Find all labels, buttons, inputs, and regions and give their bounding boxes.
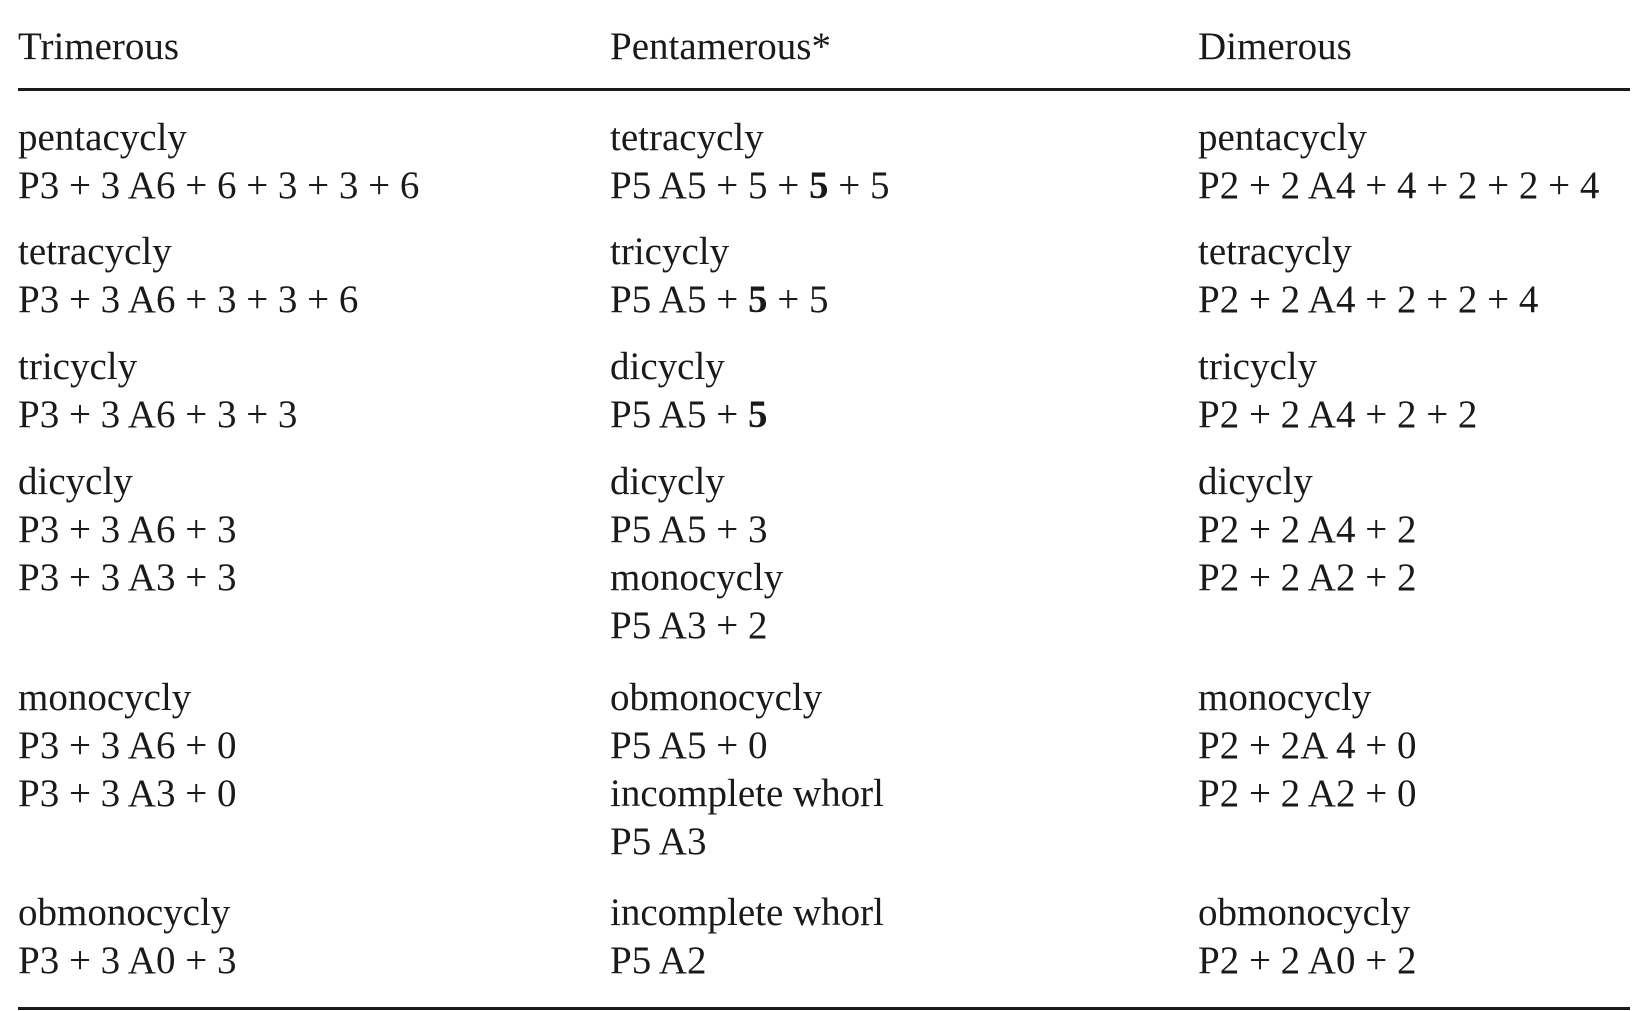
cell-dimerous-tricycly	[1198, 343, 1477, 439]
cell-formula: P2 + 2 A4 + 2 + 2 + 4	[1198, 278, 1539, 321]
cell-pentamerous-incomplete-whorl	[610, 889, 884, 985]
header-rule	[18, 88, 1630, 91]
cell-formula: P2 + 2A 4 + 0	[1198, 724, 1417, 767]
cell-formula: P5 A5 + 5 + 5	[610, 278, 829, 321]
header-dimerous: Dimerous	[1198, 25, 1352, 68]
cell-term: incomplete whorl	[610, 891, 885, 934]
cell-formula: P2 + 2 A4 + 4 + 2 + 2 + 4	[1198, 164, 1600, 207]
cell-term: incomplete whorl	[610, 772, 885, 815]
cell-formula: P5 A2	[610, 939, 707, 982]
cell-term: dicycly	[18, 460, 133, 503]
cell-dimerous-tetracycly	[1198, 228, 1538, 324]
cell-dimerous-pentacycly	[1198, 114, 1599, 210]
cell-term: tetracycly	[1198, 230, 1352, 273]
cell-formula: P5 A3	[610, 820, 707, 863]
cell-term: obmonocycly	[610, 676, 823, 719]
cell-formula: P2 + 2 A2 + 0	[1198, 772, 1417, 815]
cell-pentamerous-obmonocycly	[610, 674, 884, 866]
cell-pentamerous-tetracycly	[610, 114, 889, 210]
cell-pentamerous-tricycly	[610, 228, 828, 324]
cell-trimerous-tetracycly	[18, 228, 358, 324]
cell-term: tricycly	[1198, 345, 1318, 388]
cell-formula: P3 + 3 A6 + 3 + 3 + 6	[18, 278, 359, 321]
cell-formula: P3 + 3 A6 + 3 + 3	[18, 393, 298, 436]
cell-term: tricycly	[610, 230, 730, 273]
cell-term: monocycly	[18, 676, 192, 719]
cell-formula: P3 + 3 A6 + 3	[18, 508, 237, 551]
cell-trimerous-monocycly	[18, 674, 236, 818]
cell-trimerous-pentacycly	[18, 114, 419, 210]
cell-term: dicycly	[610, 345, 725, 388]
cell-term: tetracycly	[610, 116, 764, 159]
cell-formula: P3 + 3 A6 + 0	[18, 724, 237, 767]
cell-formula: P2 + 2 A4 + 2 + 2	[1198, 393, 1478, 436]
cell-formula: P5 A5 + 0	[610, 724, 768, 767]
cell-term: tetracycly	[18, 230, 172, 273]
cell-term: dicycly	[1198, 460, 1313, 503]
cell-formula: P2 + 2 A4 + 2	[1198, 508, 1417, 551]
footer-rule	[18, 1007, 1630, 1010]
cell-trimerous-dicycly	[18, 458, 236, 602]
cell-term: tricycly	[18, 345, 138, 388]
header-pentamerous: Pentamerous*	[610, 25, 831, 68]
cell-formula: P3 + 3 A3 + 0	[18, 772, 237, 815]
cell-dimerous-obmonocycly	[1198, 889, 1416, 985]
cell-term: obmonocycly	[1198, 891, 1411, 934]
cell-formula: P3 + 3 A6 + 6 + 3 + 3 + 6	[18, 164, 420, 207]
cell-formula: P3 + 3 A3 + 3	[18, 556, 237, 599]
cell-dimerous-dicycly	[1198, 458, 1416, 602]
cell-term: monocycly	[1198, 676, 1372, 719]
cell-formula: P5 A5 + 5	[610, 393, 768, 436]
cell-pentamerous-dicycly	[610, 343, 767, 439]
cell-dimerous-monocycly	[1198, 674, 1416, 818]
cell-formula: P3 + 3 A0 + 3	[18, 939, 237, 982]
header-trimerous: Trimerous	[18, 25, 180, 68]
cell-formula: P5 A5 + 5 + 5 + 5	[610, 164, 890, 207]
cell-trimerous-obmonocycly	[18, 889, 236, 985]
cell-trimerous-tricycly	[18, 343, 297, 439]
cell-formula: P5 A3 + 2	[610, 604, 768, 647]
cell-pentamerous-dicycly-monocycly	[610, 458, 783, 650]
cell-formula: P2 + 2 A2 + 2	[1198, 556, 1417, 599]
cell-formula: P5 A5 + 3	[610, 508, 768, 551]
cell-term: monocycly	[610, 556, 784, 599]
cell-term: pentacycly	[18, 116, 187, 159]
cell-term: pentacycly	[1198, 116, 1367, 159]
cell-term: dicycly	[610, 460, 725, 503]
cell-formula: P2 + 2 A0 + 2	[1198, 939, 1417, 982]
cell-term: obmonocycly	[18, 891, 231, 934]
